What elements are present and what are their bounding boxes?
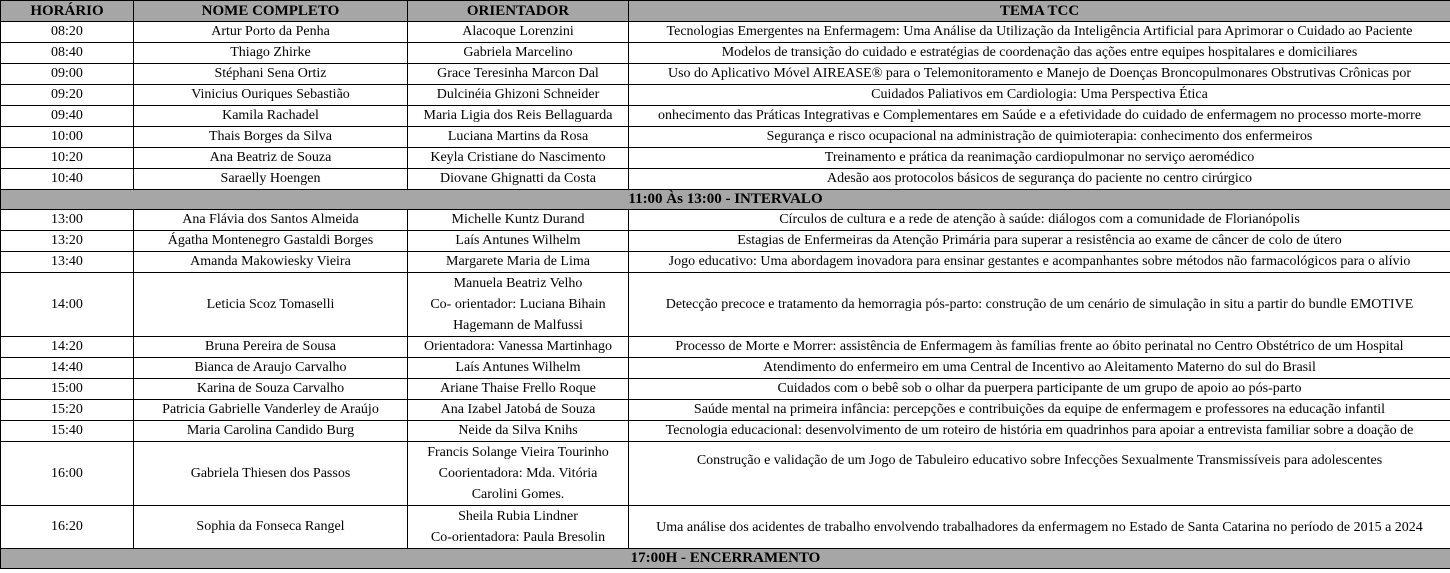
theme-cell: Saúde mental na primeira infância: percepções e contribuições da equipe de enfermagem e professores na educação infantil <box>629 400 1450 421</box>
time-cell: 15:40 <box>1 421 134 442</box>
student-name-cell: Leticia Scoz Tomaselli <box>134 273 408 337</box>
theme-cell: Adesão aos protocolos básicos de segurança do paciente no centro cirúrgico <box>629 169 1450 190</box>
header-name: NOME COMPLETO <box>134 1 408 22</box>
student-name-cell: Karina de Souza Carvalho <box>134 379 408 400</box>
theme-cell: Estagias de Enfermeiras da Atenção Primária para superar a resistência ao exame de câncer de colo de útero <box>629 231 1450 252</box>
student-name-cell: Maria Carolina Candido Burg <box>134 421 408 442</box>
advisor-line: Co- orientador: Luciana Bihain <box>430 297 606 312</box>
schedule-body <box>1 22 1450 569</box>
student-name-cell: Sophia da Fonseca Rangel <box>134 506 408 549</box>
student-name-cell: Bianca de Araujo Carvalho <box>134 358 408 379</box>
theme-cell: Tecnologia educacional: desenvolvimento de um roteiro de história em quadrinhos para apoiar a entrevista familiar sobre a doação de <box>629 421 1450 442</box>
schedule-row <box>1 106 1450 127</box>
theme-cell: Jogo educativo: Uma abordagem inovadora para ensinar gestantes e acompanhantes sobre métodos não farmacológicos para o alívio <box>629 252 1450 273</box>
schedule-row <box>1 379 1450 400</box>
time-cell: 10:20 <box>1 148 134 169</box>
student-name-cell: Ana Flávia dos Santos Almeida <box>134 210 408 231</box>
student-name-cell: Thiago Zhirke <box>134 43 408 64</box>
schedule-row <box>1 421 1450 442</box>
student-name-cell: Thais Borges da Silva <box>134 127 408 148</box>
student-name-cell: Vinicius Ouriques Sebastião <box>134 85 408 106</box>
time-cell: 08:40 <box>1 43 134 64</box>
advisor-line: Carolini Gomes. <box>471 487 565 502</box>
closing-banner-row <box>1 549 1450 569</box>
time-cell: 16:20 <box>1 506 134 549</box>
theme-cell: Uma análise dos acidentes de trabalho envolvendo trabalhadores da enfermagem no Estado de Santa Catarina no período de 2015 a 2024 <box>629 506 1450 549</box>
schedule-row <box>1 43 1450 64</box>
time-cell: 14:40 <box>1 358 134 379</box>
student-name-cell: Artur Porto da Penha <box>134 22 408 43</box>
time-cell: 13:00 <box>1 210 134 231</box>
schedule-row <box>1 127 1450 148</box>
student-name-cell: Kamila Rachadel <box>134 106 408 127</box>
advisor-line: Francis Solange Vieira Tourinho <box>427 445 609 460</box>
theme-cell: Tecnologias Emergentes na Enfermagem: Uma Análise da Utilização da Inteligência Artificial para Aprimorar o Cuidado ao Paciente <box>629 22 1450 43</box>
advisor-cell: Ariane Thaise Frello Roque <box>408 379 629 400</box>
student-name-cell: Bruna Pereira de Sousa <box>134 337 408 358</box>
header-time: HORÁRIO <box>1 1 134 22</box>
theme-cell: Cuidados com o bebê sob o olhar da puerpera participante de um grupo de apoio ao pós-parto <box>629 379 1450 400</box>
student-name-cell: Amanda Makowiesky Vieira <box>134 252 408 273</box>
schedule-row <box>1 64 1450 85</box>
theme-cell: Círculos de cultura e a rede de atenção à saúde: diálogos com a comunidade de Florianópolis <box>629 210 1450 231</box>
schedule-row <box>1 400 1450 421</box>
time-cell: 09:40 <box>1 106 134 127</box>
student-name-cell: Saraelly Hoengen <box>134 169 408 190</box>
advisor-cell: Diovane Ghignatti da Costa <box>408 169 629 190</box>
advisor-cell <box>408 273 629 337</box>
schedule-row <box>1 337 1450 358</box>
schedule-row <box>1 231 1450 252</box>
theme-cell: Construção e validação de um Jogo de Tabuleiro educativo sobre Infecções Sexualmente Transmissíveis para adolescentes <box>629 442 1450 506</box>
advisor-cell: Keyla Cristiane do Nascimento <box>408 148 629 169</box>
time-cell: 09:20 <box>1 85 134 106</box>
theme-cell: Segurança e risco ocupacional na administração de quimioterapia: conhecimento dos enfermeiros <box>629 127 1450 148</box>
advisor-cell: Luciana Martins da Rosa <box>408 127 629 148</box>
schedule-row <box>1 506 1450 549</box>
schedule-row <box>1 22 1450 43</box>
theme-cell: Atendimento do enfermeiro em uma Central de Incentivo ao Aleitamento Materno do sul do Brasil <box>629 358 1450 379</box>
header-advisor: ORIENTADOR <box>408 1 629 22</box>
schedule-row <box>1 85 1450 106</box>
advisor-cell: Laís Antunes Wilhelm <box>408 358 629 379</box>
advisor-cell: Margarete Maria de Lima <box>408 252 629 273</box>
time-cell: 10:40 <box>1 169 134 190</box>
student-name-cell: Ana Beatriz de Souza <box>134 148 408 169</box>
advisor-cell: Gabriela Marcelino <box>408 43 629 64</box>
theme-cell: Detecção precoce e tratamento da hemorragia pós-parto: construção de um cenário de simulação in situ a partir do bundle EMOTIVE <box>629 273 1450 337</box>
time-cell: 08:20 <box>1 22 134 43</box>
interval-banner: 11:00 Às 13:00 - INTERVALO <box>1 190 1450 210</box>
student-name-cell: Stéphani Sena Ortiz <box>134 64 408 85</box>
advisor-cell: Alacoque Lorenzini <box>408 22 629 43</box>
theme-cell: Processo de Morte e Morrer: assistência de Enfermagem às famílias frente ao óbito perinatal no Centro Obstétrico de um Hospital <box>629 337 1450 358</box>
time-cell: 15:20 <box>1 400 134 421</box>
student-name-cell: Ágatha Montenegro Gastaldi Borges <box>134 231 408 252</box>
time-cell: 14:20 <box>1 337 134 358</box>
advisor-cell: Ana Izabel Jatobá de Souza <box>408 400 629 421</box>
theme-cell: Cuidados Paliativos em Cardiologia: Uma Perspectiva Ética <box>629 85 1450 106</box>
schedule-row <box>1 252 1450 273</box>
time-cell: 09:00 <box>1 64 134 85</box>
advisor-line: Co-orientadora: Paula Bresolin <box>430 530 606 545</box>
advisor-cell: Michelle Kuntz Durand <box>408 210 629 231</box>
schedule-row <box>1 148 1450 169</box>
advisor-line: Sheila Rubia Lindner <box>458 509 578 524</box>
time-cell: 10:00 <box>1 127 134 148</box>
header-theme: TEMA TCC <box>629 1 1450 22</box>
advisor-cell: Grace Teresinha Marcon Dal <box>408 64 629 85</box>
advisor-cell: Laís Antunes Wilhelm <box>408 231 629 252</box>
schedule-row <box>1 169 1450 190</box>
theme-cell: Treinamento e prática da reanimação cardiopulmonar no serviço aeromédico <box>629 148 1450 169</box>
theme-cell: Modelos de transição do cuidado e estratégias de coordenação das ações entre equipes hospitalares e domiciliares <box>629 43 1450 64</box>
advisor-cell: Neide da Silva Knihs <box>408 421 629 442</box>
schedule-row <box>1 210 1450 231</box>
student-name-cell: Gabriela Thiesen dos Passos <box>134 442 408 506</box>
advisor-cell <box>408 506 629 549</box>
advisor-cell: Dulcinéia Ghizoni Schneider <box>408 85 629 106</box>
time-cell: 13:20 <box>1 231 134 252</box>
time-cell: 16:00 <box>1 442 134 506</box>
theme-cell: onhecimento das Práticas Integrativas e Complementares em Saúde e a efetividade do cuidado de enfermagem no processo morte-morre <box>629 106 1450 127</box>
schedule-row <box>1 358 1450 379</box>
header-row <box>1 1 1450 22</box>
advisor-line: Manuela Beatriz Velho <box>453 276 583 291</box>
advisor-line: Coorientadora: Mda. Vitória <box>438 466 598 481</box>
time-cell: 13:40 <box>1 252 134 273</box>
closing-banner: 17:00H - ENCERRAMENTO <box>1 549 1450 569</box>
theme-cell: Uso do Aplicativo Móvel AIREASE® para o Telemonitoramento e Manejo de Doenças Broncopulmonares Obstrutivas Crônicas por <box>629 64 1450 85</box>
schedule-row <box>1 442 1450 506</box>
interval-banner-row <box>1 190 1450 210</box>
student-name-cell: Patricia Gabrielle Vanderley de Araújo <box>134 400 408 421</box>
schedule-row <box>1 273 1450 337</box>
advisor-cell: Orientadora: Vanessa Martinhago <box>408 337 629 358</box>
advisor-line: Hagemann de Malfussi <box>453 318 583 333</box>
time-cell: 14:00 <box>1 273 134 337</box>
advisor-cell: Maria Ligia dos Reis Bellaguarda <box>408 106 629 127</box>
time-cell: 15:00 <box>1 379 134 400</box>
advisor-cell <box>408 442 629 506</box>
